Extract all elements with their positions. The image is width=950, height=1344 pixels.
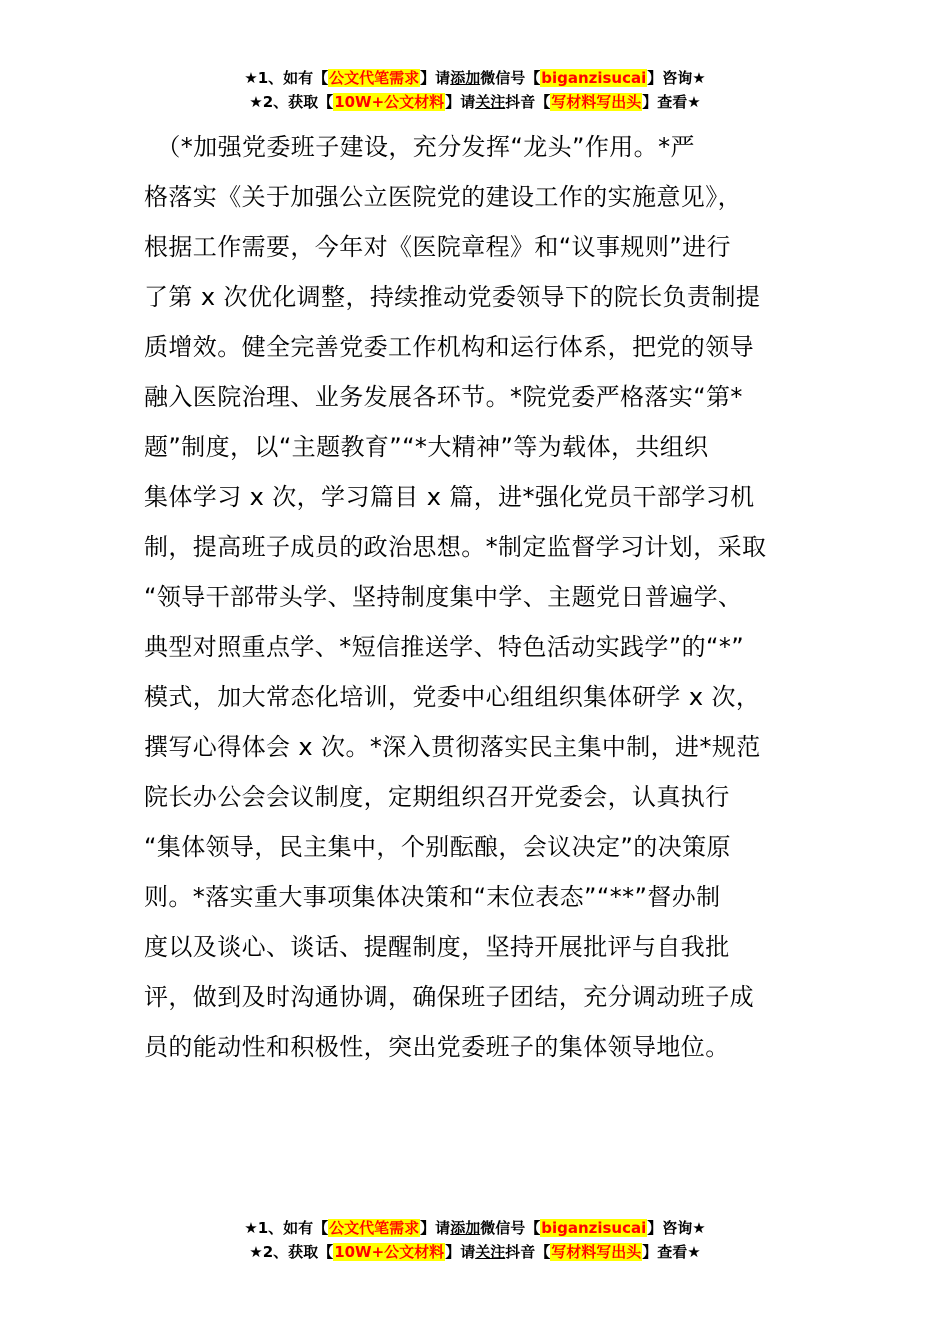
highlight-materials: 10W+公文材料	[334, 93, 445, 111]
underlined-text: 关注	[475, 1243, 506, 1261]
paragraph-line: 撰写心得体会 x 次。*深入贯彻落实民主集中制，进*规范	[144, 733, 761, 761]
banner-text: 微信号【	[480, 1219, 541, 1237]
paragraph-line: 员的能动性和积极性，突出党委班子的集体领导地位。	[144, 1033, 730, 1061]
banner-text: 微信号【	[480, 69, 541, 87]
underlined-text: 添加	[450, 69, 481, 87]
banner-text: 】请	[445, 1243, 476, 1261]
banner-text: 抖音【	[505, 1243, 551, 1261]
banner-text: 抖音【	[505, 93, 551, 111]
highlight-service: 公文代笔需求	[329, 69, 420, 87]
paragraph-line: 了第 x 次优化调整，持续推动党委领导下的院长负责制提	[144, 283, 761, 311]
paragraph-line: 模式，加大常态化培训，党委中心组组织集体研学 x 次，	[144, 683, 761, 711]
banner-text: ★1、如有【	[244, 69, 329, 87]
highlight-materials: 10W+公文材料	[334, 1243, 445, 1261]
paragraph-line: “集体领导，民主集中，个别酝酿，会议决定”的决策原	[144, 833, 731, 861]
paragraph-line: 格落实《关于加强公立医院党的建设工作的实施意见》，	[144, 183, 742, 211]
banner-text: ★2、获取【	[249, 93, 334, 111]
highlight-service: 公文代笔需求	[329, 1219, 420, 1237]
paragraph-line: 质增效。健全完善党委工作机构和运行体系，把党的领导	[144, 333, 754, 361]
highlight-wechat-id: biganzisucai	[541, 1219, 647, 1237]
banner-line-2	[0, 1240, 950, 1264]
banner-text: 】请	[420, 1219, 451, 1237]
paragraph-line: 根据工作需要，今年对《医院章程》和“议事规则”进行	[144, 233, 731, 261]
paragraph-line: 融入医院治理、业务发展各环节。*院党委严格落实“第*	[144, 383, 743, 411]
paragraph-line: 评，做到及时沟通协调，确保班子团结，充分调动班子成	[144, 983, 754, 1011]
paragraph-line: 题”制度，以“主题教育”“*大精神”等为载体，共组织	[144, 433, 709, 461]
paragraph-line: 院长办公会会议制度，定期组织召开党委会，认真执行	[144, 783, 730, 811]
paragraph-line: “领导干部带头学、坚持制度集中学、主题党日普遍学、	[144, 583, 743, 611]
paragraph-line: （*加强党委班子建设，充分发挥“龙头”作用。*严	[144, 133, 695, 161]
banner-text: 】查看★	[642, 93, 701, 111]
paragraph-line: 度以及谈心、谈话、提醒制度，坚持开展批评与自我批	[144, 933, 730, 961]
banner-text: 】咨询★	[647, 69, 706, 87]
paragraph-line: 则。*落实重大事项集体决策和“末位表态”“**”督办制	[144, 883, 721, 911]
paragraph-line: 制，提高班子成员的政治思想。*制定监督学习计划，采取	[144, 533, 767, 561]
banner-text: ★2、获取【	[249, 1243, 334, 1261]
banner-line-2	[0, 90, 950, 114]
banner-text: ★1、如有【	[244, 1219, 329, 1237]
banner-text: 】咨询★	[647, 1219, 706, 1237]
highlight-wechat-id: biganzisucai	[541, 69, 647, 87]
highlight-douyin: 写材料写出头	[551, 93, 642, 111]
banner-line-1	[0, 66, 950, 90]
document-paragraph	[144, 122, 812, 1072]
header-banner	[0, 66, 950, 114]
paragraph-line: 典型对照重点学、*短信推送学、特色活动实践学”的“*”	[144, 633, 745, 661]
highlight-douyin: 写材料写出头	[551, 1243, 642, 1261]
banner-text: 】请	[420, 69, 451, 87]
banner-text: 】查看★	[642, 1243, 701, 1261]
underlined-text: 关注	[475, 93, 506, 111]
underlined-text: 添加	[450, 1219, 481, 1237]
banner-text: 】请	[445, 93, 476, 111]
paragraph-line: 集体学习 x 次，学习篇目 x 篇，进*强化党员干部学习机	[144, 483, 755, 511]
banner-line-1	[0, 1216, 950, 1240]
footer-banner	[0, 1216, 950, 1264]
